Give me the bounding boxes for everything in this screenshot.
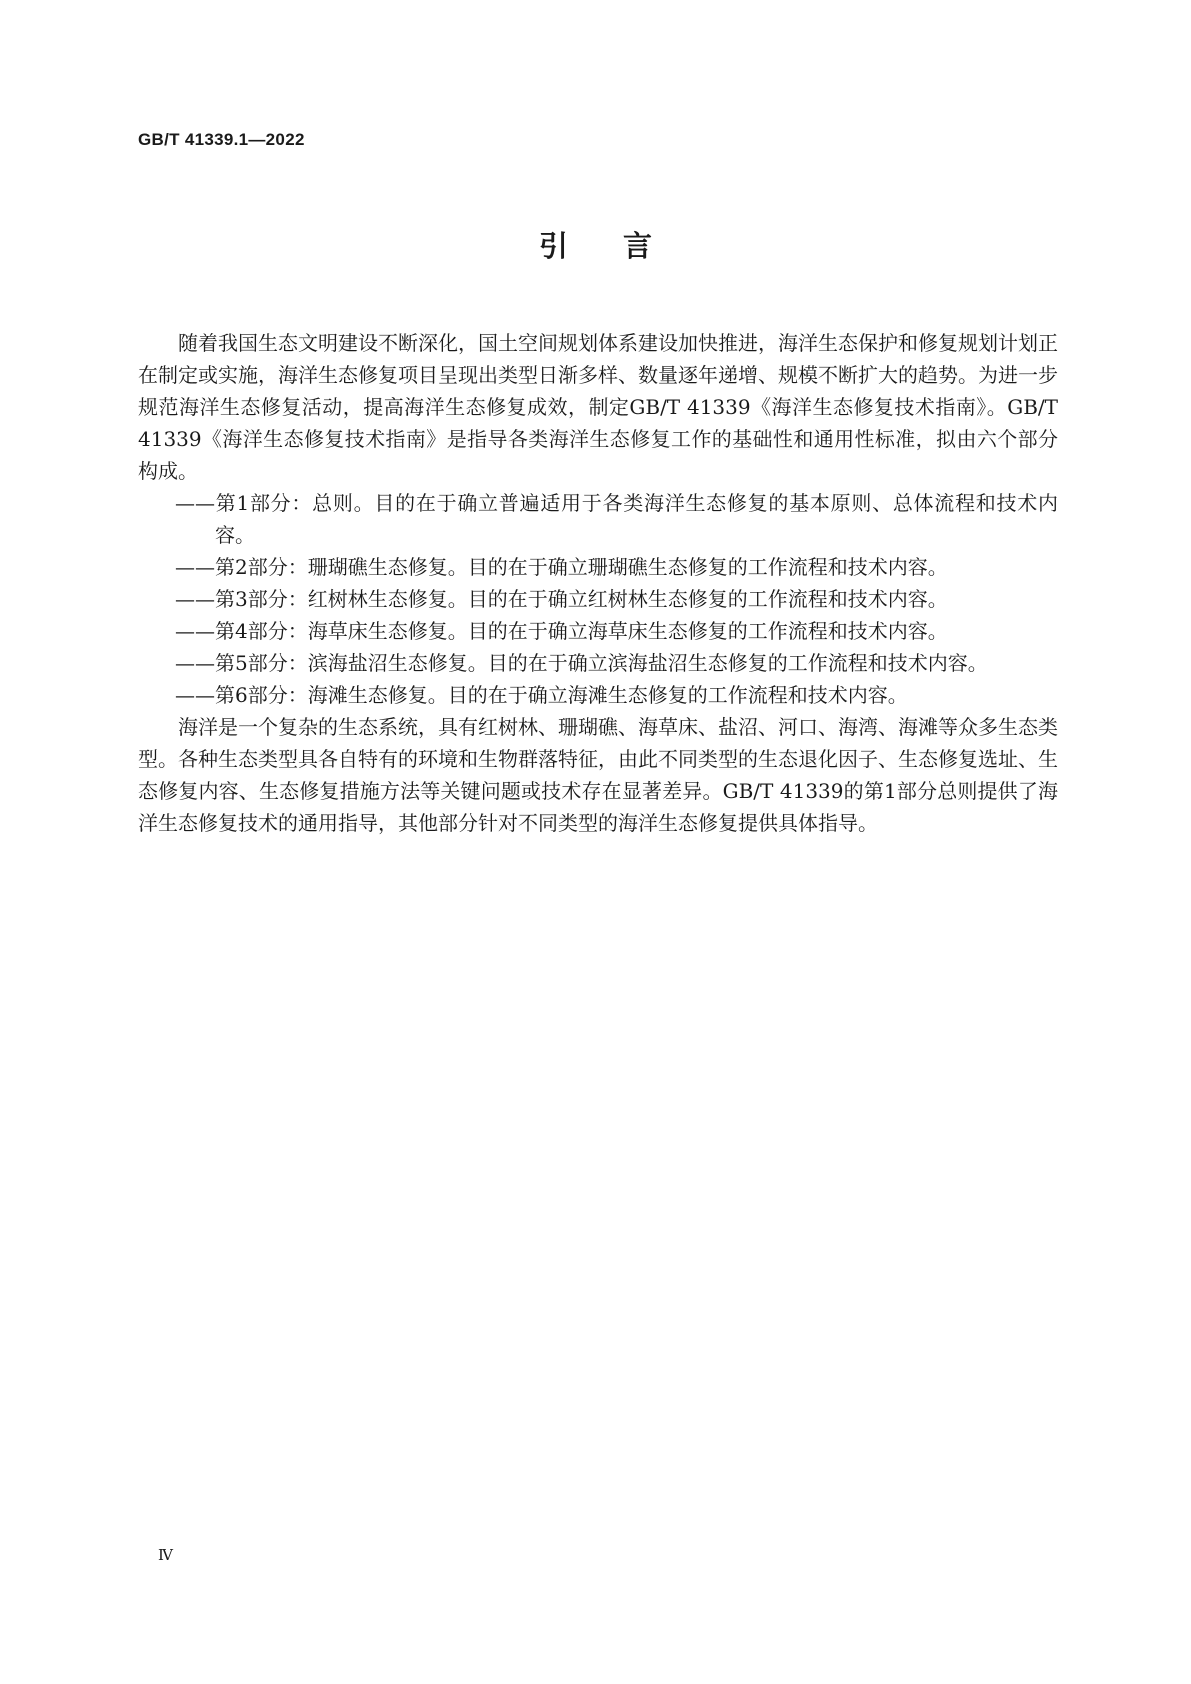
- document-body: [138, 327, 1058, 839]
- page-number: Ⅳ: [158, 1546, 173, 1564]
- part-item-4: ——第4部分：海草床生态修复。目的在于确立海草床生态修复的工作流程和技术内容。: [175, 619, 948, 643]
- closing-paragraph: 海洋是一个复杂的生态系统，具有红树林、珊瑚礁、海草床、盐沼、河口、海湾、海滩等众多生态类型。各种生态类型具各自特有的环境和生物群落特征，由此不同类型的生态退化因子、生态修复选址、生态修复内容、生态修复措施方法等关键问题或技术存在显著差异。GB/T 41339的第1部分总则提供了海洋生态修复技术的通用指导，其他部分针对不同类型的海洋生态修复提供具体指导。: [138, 715, 1058, 835]
- part-item-2: ——第2部分：珊瑚礁生态修复。目的在于确立珊瑚礁生态修复的工作流程和技术内容。: [175, 555, 948, 579]
- part-item-1: ——第1部分：总则。目的在于确立普遍适用于各类海洋生态修复的基本原则、总体流程和技术内容。: [175, 491, 1058, 547]
- part-item-5: ——第5部分：滨海盐沼生态修复。目的在于确立滨海盐沼生态修复的工作流程和技术内容。: [175, 651, 988, 675]
- page-title: 引言: [538, 229, 707, 263]
- intro-paragraph: 随着我国生态文明建设不断深化，国土空间规划体系建设加快推进，海洋生态保护和修复规划计划正在制定或实施，海洋生态修复项目呈现出类型日渐多样、数量逐年递增、规模不断扩大的趋势。为进一步规范海洋生态修复活动，提高海洋生态修复成效，制定GB/T 41339《海洋生态修复技术指南》。GB/T 41339《海洋生态修复技术指南》是指导各类海洋生态修复工作的基础性和通用性标准，拟由六个部分构成。: [138, 331, 1058, 483]
- standard-number: GB/T 41339.1—2022: [138, 130, 305, 149]
- part-item-6: ——第6部分：海滩生态修复。目的在于确立海滩生态修复的工作流程和技术内容。: [175, 683, 908, 707]
- part-item-3: ——第3部分：红树林生态修复。目的在于确立红树林生态修复的工作流程和技术内容。: [175, 587, 948, 611]
